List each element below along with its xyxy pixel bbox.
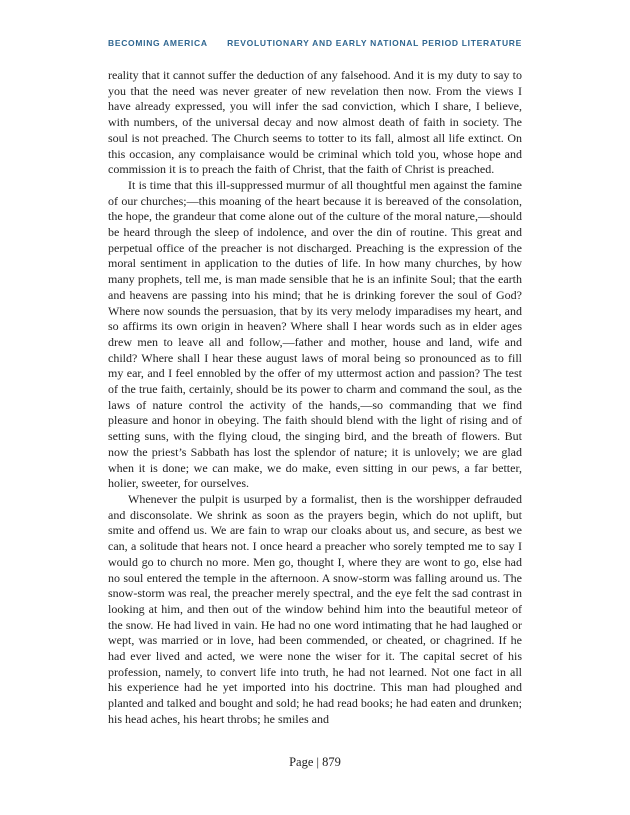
page-number: Page | 879 <box>289 755 341 769</box>
paragraph-continuation: reality that it cannot suffer the deduction of any falsehood. And it is my duty to say to you that the need was never greater of new revelation then now. From the views I have already expressed, you will infer the sad conviction, which I share, I believe, with numbers, of the universal decay and now almost death of faith in society. The soul is not preached. The Church seems to totter to its fall, almost all life extinct. On this occasion, any complaisance would be criminal which told you, whose hope and commission it is to preach the faith of Christ, that the faith of Christ is preached. <box>108 68 522 177</box>
page-footer <box>0 755 630 770</box>
page-body-text <box>108 68 522 728</box>
header-series-title: BECOMING AMERICA <box>108 38 208 48</box>
header-section-title: REVOLUTIONARY AND EARLY NATIONAL PERIOD LITERATURE <box>227 38 522 48</box>
running-header <box>108 38 522 48</box>
paragraph: Whenever the pulpit is usurped by a formalist, then is the worshipper defrauded and disconsolate. We shrink as soon as the prayers begin, which do not uplift, but smite and offend us. We are fain to wrap our cloaks about us, and secure, as best we can, a solitude that hears not. I once heard a preacher who sorely tempted me to say I would go to church no more. Men go, thought I, where they are wont to go, else had no soul entered the temple in the afternoon. A snow-storm was falling around us. The snow-storm was real, the preacher merely spectral, and the eye felt the sad contrast in looking at him, and then out of the window behind him into the beautiful meteor of the snow. He had lived in vain. He had no one word intimating that he had laughed or wept, was married or in love, had been commended, or cheated, or chagrined. If he had ever lived and acted, we were none the wiser for it. The capital secret of his profession, namely, to convert life into truth, he had not learned. Not one fact in all his experience had he yet imported into his doctrine. This man had ploughed and planted and talked and bought and sold; he had read books; he had eaten and drunken; his head aches, his heart throbs; he smiles and <box>108 491 522 726</box>
paragraph: It is time that this ill-suppressed murmur of all thoughtful men against the famine of our churches;—this moaning of the heart because it is bereaved of the consolation, the hope, the grandeur that come alone out of the culture of the moral nature,—should be heard through the sleep of indolence, and over the din of routine. This great and perpetual office of the preacher is not discharged. Preaching is the expression of the moral sentiment in application to the duties of life. In how many churches, by how many prophets, tell me, is man made sensible that he is an infinite Soul; that the earth and heavens are passing into his mind; that he is drinking forever the soul of God? Where now sounds the persuasion, that by its very melody imparadises my heart, and so affirms its own origin in heaven? Where shall I hear words such as in elder ages drew men to leave all and follow,—father and mother, house and land, wife and child? Where shall I hear these august laws of moral being so pronounced as to fill my ear, and I feel ennobled by the offer of my uttermost action and passion? The test of the true faith, certainly, should be its power to charm and command the soul, as the laws of nature control the activity of the hands,—so commanding that we find pleasure and honor in obeying. The faith should blend with the light of rising and of setting suns, with the flying cloud, the singing bird, and the breath of flowers. But now the priest’s Sabbath has lost the splendor of nature; it is unlovely; we are glad when it is done; we can make, we do make, even sitting in our pews, a far better, holier, sweeter, for ourselves. <box>108 177 522 491</box>
